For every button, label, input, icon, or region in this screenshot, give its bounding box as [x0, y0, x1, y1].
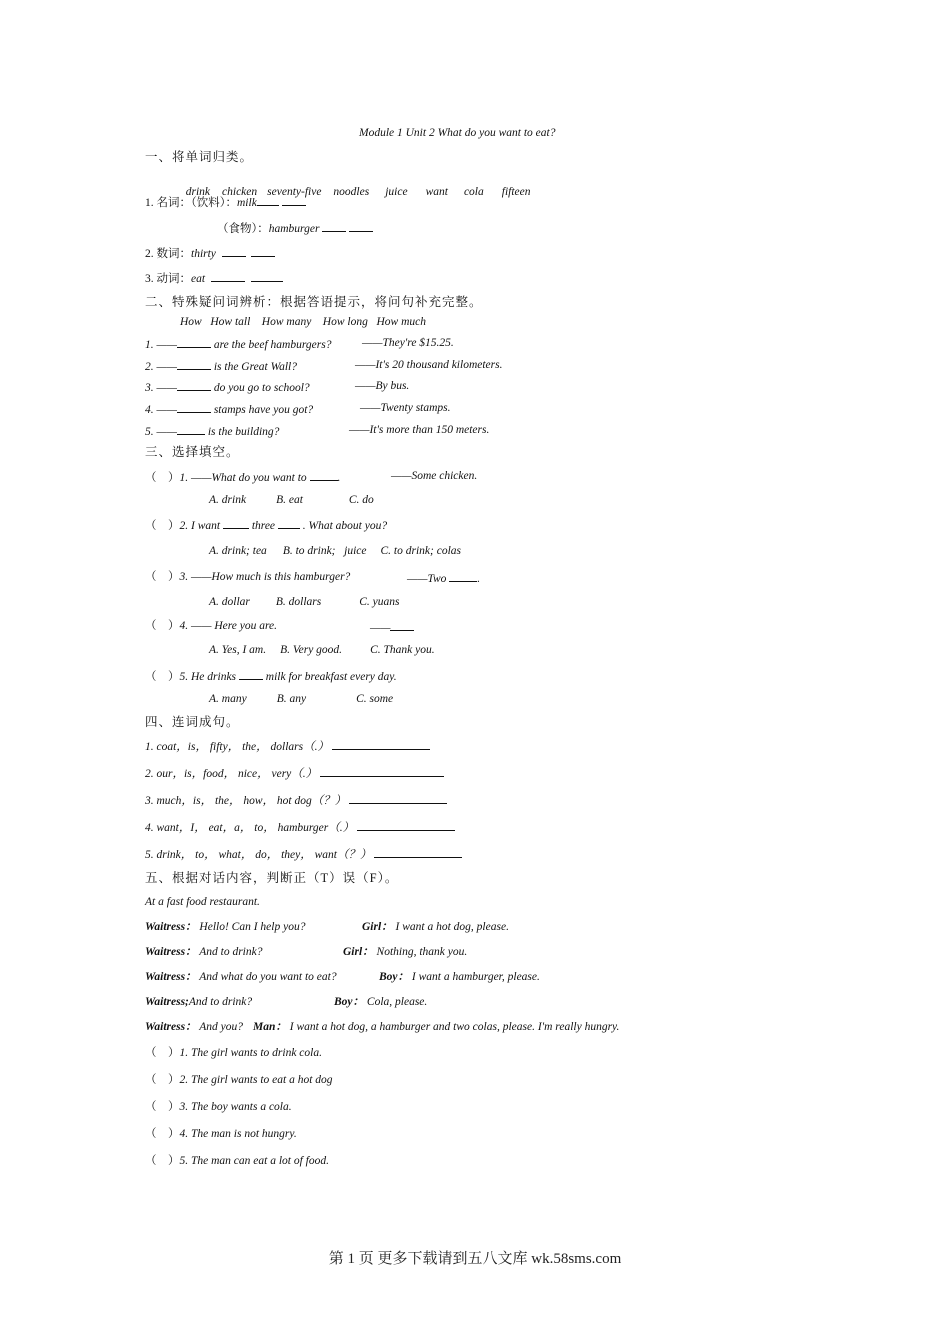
dialog-line: [362, 920, 509, 934]
s2-item: [145, 401, 313, 417]
statement: 2. The girl wants to eat a hot dog: [179, 1074, 333, 1086]
question-text: 1. ——What do you want to: [179, 472, 307, 484]
s2-answer: ——It's more than 150 meters.: [349, 424, 490, 436]
utterance: I want a hamburger, please.: [411, 971, 540, 983]
utterance: I want a hot dog, a hamburger and two colas, please. I'm really hungry.: [289, 1021, 620, 1033]
answer-blank[interactable]: [349, 220, 373, 232]
s1-q2-word: thirty: [191, 248, 216, 260]
judge-item: [145, 1127, 297, 1141]
item-number: 2. ——: [145, 361, 177, 373]
s3-q4: [145, 619, 277, 633]
dialog-line: [379, 970, 540, 984]
s2-item: [145, 423, 279, 439]
word: fifteen: [501, 186, 531, 198]
utterance: Nothing, thank you.: [376, 946, 468, 958]
item-number: 4. ——: [145, 404, 177, 416]
utterance: And you?: [199, 1021, 243, 1033]
answer-paren[interactable]: （ ）: [145, 520, 180, 532]
s3-q2-options: [209, 544, 461, 558]
s3-q4-answer: [370, 619, 414, 635]
section-1-heading: 一、将单词归类。: [145, 150, 254, 164]
option-a: A. dollar: [209, 596, 250, 608]
option-b: B. eat: [276, 494, 303, 506]
statement: 1. The girl wants to drink cola.: [179, 1047, 322, 1059]
option-c: C. some: [356, 693, 394, 705]
word-list: 3. much，is， the， how， hot dog（？）: [145, 795, 347, 807]
s2-options: How How tall How many How long How much: [180, 316, 426, 328]
option-a: A. drink: [209, 494, 247, 506]
statement: 3. The boy wants a cola.: [179, 1101, 292, 1113]
s1-q1: [145, 194, 306, 210]
utterance: I want a hot dog, please.: [395, 921, 509, 933]
option-b: B. dollars: [275, 596, 322, 608]
answer-paren[interactable]: （ ）: [145, 1074, 180, 1086]
answer-blank[interactable]: [177, 423, 205, 435]
judge-item: [145, 1100, 292, 1114]
s1-q3: [145, 270, 283, 286]
s1-q1b: [217, 220, 373, 236]
item-number: 5. ——: [145, 426, 177, 438]
answer-line[interactable]: [320, 765, 444, 777]
s3-q2: [145, 517, 387, 533]
speaker: Waitress：: [145, 971, 197, 983]
s3-q3-options: [209, 595, 400, 609]
answer-blank[interactable]: [239, 668, 263, 680]
word: noodles: [333, 186, 370, 198]
s1-q2: [145, 245, 275, 261]
s4-item: [145, 846, 462, 862]
dialog-line: [145, 995, 252, 1009]
s4-item: [145, 765, 444, 781]
option-c: C. do: [348, 494, 374, 506]
speaker: Girl：: [343, 946, 374, 958]
answer-paren[interactable]: （ ）: [145, 620, 180, 632]
dialog-line: [145, 970, 337, 984]
section-4-heading: 四、连词成句。: [145, 715, 240, 729]
question-text: . What about you?: [302, 520, 388, 532]
answer-blank[interactable]: [282, 194, 306, 206]
option-c: C. to drink; colas: [380, 545, 461, 557]
question-text: are the beef hamburgers?: [210, 339, 332, 351]
page-title: Module 1 Unit 2 What do you want to eat?: [359, 127, 556, 139]
word: want: [425, 186, 448, 198]
speaker: Waitress：: [145, 1021, 197, 1033]
s2-answer: ——It's 20 thousand kilometers.: [355, 359, 503, 371]
s1-q1-word: milk: [237, 197, 257, 209]
answer-blank[interactable]: [449, 570, 477, 582]
word-list: 2. our，is，food， nice， very（.）: [145, 768, 318, 780]
word: cola: [463, 186, 484, 198]
dialog-line: [145, 1020, 619, 1034]
s3-q5-options: [209, 692, 393, 706]
answer-blank[interactable]: [257, 194, 279, 206]
answer-line[interactable]: [357, 819, 455, 831]
s2-answer: ——Twenty stamps.: [360, 402, 451, 414]
option-b: B. Very good.: [280, 644, 343, 656]
answer-text: ——Two: [407, 573, 447, 585]
s3-q3-answer: [407, 570, 480, 586]
answer-blank[interactable]: [177, 401, 211, 413]
s2-item: [145, 358, 297, 374]
speaker: Waitress;: [145, 996, 189, 1008]
answer-paren[interactable]: （ ）: [145, 1047, 180, 1059]
answer-blank[interactable]: [223, 517, 249, 529]
speaker: Waitress：: [145, 946, 197, 958]
s3-q3: [145, 570, 350, 584]
section-5-heading: 五、根据对话内容，判断正（T）误（F）。: [145, 871, 399, 885]
section-2-heading: 二、特殊疑问词辨析：根据答语提示，将问句补充完整。: [145, 295, 483, 309]
question-end: .: [337, 472, 341, 484]
answer-blank[interactable]: [222, 245, 246, 257]
word-list: 5. drink， to， what， do， they， want（？）: [145, 849, 372, 861]
dialog-line: [343, 945, 467, 959]
answer-text: ——: [370, 622, 391, 634]
question-text: is the building?: [204, 426, 280, 438]
word-list: 4. want，I， eat，a， to， hamburger（.）: [145, 822, 355, 834]
speaker: Boy：: [334, 996, 365, 1008]
s4-item: [145, 792, 447, 808]
statement: 5. The man can eat a lot of food.: [179, 1155, 329, 1167]
question-text: milk for breakfast every day.: [265, 671, 397, 683]
answer-blank[interactable]: [390, 619, 414, 631]
s3-q1: [145, 469, 340, 485]
answer-blank[interactable]: [177, 379, 211, 391]
s2-item: [145, 379, 310, 395]
word: juice: [385, 186, 408, 198]
answer-blank[interactable]: [251, 270, 283, 282]
utterance: And to drink?: [199, 946, 263, 958]
option-b: B. any: [276, 693, 307, 705]
speaker: Waitress：: [145, 921, 197, 933]
speaker: Boy：: [379, 971, 410, 983]
answer-blank[interactable]: [322, 220, 346, 232]
s1-q2-prefix: 2. 数词：: [145, 248, 191, 260]
s1-q1-prefix: 1. 名词：（饮料）：: [145, 197, 237, 209]
item-number: 3. ——: [145, 382, 177, 394]
s3-q1-answer: ——Some chicken.: [391, 470, 478, 482]
question-text: 4. —— Here you are.: [179, 620, 278, 632]
answer-line[interactable]: [349, 792, 447, 804]
answer-blank[interactable]: [177, 336, 211, 348]
s3-q1-options: [209, 493, 374, 507]
answer-blank[interactable]: [251, 245, 275, 257]
dialog-intro: At a fast food restaurant.: [145, 896, 260, 908]
answer-paren[interactable]: （ ）: [145, 1155, 180, 1167]
question-end: .: [477, 573, 481, 585]
answer-blank[interactable]: [211, 270, 245, 282]
s1-q1b-word: hamburger: [268, 223, 320, 235]
question-text: stamps have you got?: [210, 404, 314, 416]
speaker: Man：: [252, 1021, 287, 1033]
statement: 4. The man is not hungry.: [179, 1128, 297, 1140]
s2-answer: ——By bus.: [355, 380, 410, 392]
option-a: A. drink; tea: [209, 545, 267, 557]
s1-q3-prefix: 3. 动词：: [145, 273, 191, 285]
s3-q4-options: [209, 643, 435, 657]
answer-line[interactable]: [374, 846, 462, 858]
option-c: C. yuans: [359, 596, 400, 608]
utterance: And what do you want to eat?: [199, 971, 337, 983]
s4-item: [145, 738, 430, 754]
question-text: is the Great Wall?: [210, 361, 297, 373]
question-text: do you go to school?: [210, 382, 310, 394]
s4-item: [145, 819, 455, 835]
answer-paren[interactable]: （ ）: [145, 472, 180, 484]
answer-blank[interactable]: [278, 517, 300, 529]
dialog-line: [145, 920, 305, 934]
utterance: And to drink?: [188, 996, 253, 1008]
s2-item: [145, 336, 331, 352]
question-text: 5. He drinks: [179, 671, 237, 683]
utterance: Hello! Can I help you?: [199, 921, 306, 933]
question-text: 3. ——How much is this hamburger?: [179, 571, 351, 583]
s1-q1b-prefix: （食物）：: [217, 223, 269, 235]
s3-q5: [145, 668, 397, 684]
question-text: three: [251, 520, 276, 532]
answer-blank[interactable]: [310, 469, 338, 481]
dialog-line: [145, 945, 262, 959]
dialog-line: [334, 995, 427, 1009]
question-text: 2. I want: [179, 520, 221, 532]
judge-item: [145, 1154, 329, 1168]
word: drink: [185, 186, 211, 198]
section-3-heading: 三、选择填空。: [145, 445, 240, 459]
judge-item: [145, 1073, 333, 1087]
option-c: C. Thank you.: [370, 644, 435, 656]
answer-line[interactable]: [332, 738, 430, 750]
s2-answer: ——They're $15.25.: [362, 337, 454, 349]
judge-item: [145, 1046, 322, 1060]
utterance: Cola, please.: [366, 996, 428, 1008]
answer-paren[interactable]: （ ）: [145, 1101, 180, 1113]
answer-blank[interactable]: [177, 358, 211, 370]
word: seventy-five: [267, 186, 322, 198]
item-number: 1. ——: [145, 339, 177, 351]
answer-paren[interactable]: （ ）: [145, 571, 180, 583]
option-b: B. to drink; juice: [282, 545, 367, 557]
s1-q3-word: eat: [191, 273, 206, 285]
option-a: A. Yes, I am.: [209, 644, 267, 656]
answer-paren[interactable]: （ ）: [145, 1128, 180, 1140]
page-footer: 第 1 页 更多下载请到五八文库 wk.58sms.com: [328, 1251, 622, 1267]
speaker: Girl：: [362, 921, 393, 933]
word: chicken: [222, 186, 258, 198]
option-a: A. many: [209, 693, 247, 705]
word-list: 1. coat，is， fifty， the， dollars（.）: [145, 741, 329, 753]
answer-paren[interactable]: （ ）: [145, 671, 180, 683]
